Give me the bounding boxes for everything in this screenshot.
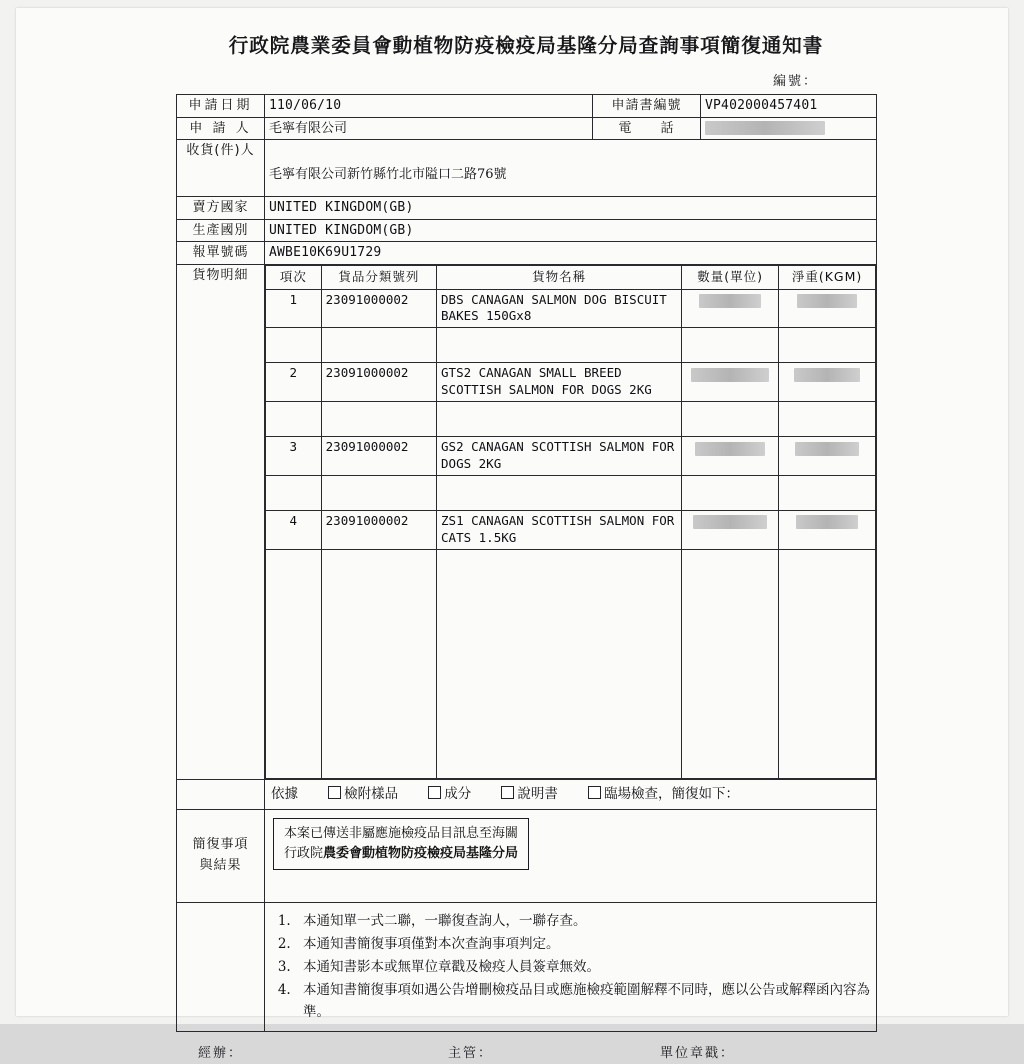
goods-code: 23091000002 <box>321 289 436 328</box>
spacer-cell <box>321 328 436 363</box>
spacer-cell <box>779 402 876 437</box>
checkbox-option-onsite[interactable] <box>588 786 739 802</box>
goods-seq: 4 <box>266 510 322 549</box>
production-country-label: 生產國別 <box>177 219 265 242</box>
goods-seq: 3 <box>266 437 322 476</box>
goods-qty <box>682 510 779 549</box>
spacer-cell <box>437 475 682 510</box>
spacer-cell <box>321 402 436 437</box>
checkbox-label: 成分 <box>444 785 472 802</box>
weight-redaction <box>796 515 858 529</box>
qty-redaction <box>695 442 765 456</box>
basis-empty-label <box>177 779 265 810</box>
row-notes <box>177 903 877 1032</box>
empty-cell <box>682 549 779 778</box>
spacer-cell <box>682 402 779 437</box>
empty-cell <box>779 549 876 778</box>
spacer-cell <box>437 328 682 363</box>
qty-redaction <box>691 368 769 382</box>
goods-weight <box>779 437 876 476</box>
document-sheet <box>16 8 1008 1062</box>
footer-supervisor: 主管： <box>448 1046 494 1062</box>
weight-redaction <box>797 294 857 308</box>
goods-weight <box>779 289 876 328</box>
empty-cell <box>437 549 682 778</box>
spacer-cell <box>266 402 322 437</box>
table-row-spacer <box>266 475 876 510</box>
footer-unit-stamp: 單位章戳： <box>660 1046 736 1062</box>
apply-no-label: 申請書編號 <box>593 95 701 118</box>
spacer-cell <box>266 475 322 510</box>
page-title: 行政院農業委員會動植物防疫檢疫局基隆分局查詢事項簡復通知書 <box>228 34 824 57</box>
spacer-cell <box>266 328 322 363</box>
stamp-line-2-bold: 農委會動植物防疫檢疫局基隆分局 <box>323 845 519 861</box>
checkbox-label: 說明書 <box>517 785 558 802</box>
goods-header-qty: 數量(單位) <box>682 265 779 289</box>
applicant-label: 申 請 人 <box>177 117 265 140</box>
basis-label: 依據 <box>271 785 298 802</box>
spacer-cell <box>437 402 682 437</box>
reply-stamp <box>273 818 529 870</box>
goods-qty <box>682 437 779 476</box>
goods-header-name: 貨物名稱 <box>437 265 682 289</box>
serial-number-label: 編號： <box>772 74 818 89</box>
goods-table-cell <box>265 264 877 779</box>
empty-cell <box>266 549 322 778</box>
serial-number-line <box>176 64 876 94</box>
goods-weight <box>779 510 876 549</box>
spacer-cell <box>779 475 876 510</box>
goods-detail-label: 貨物明細 <box>177 264 265 779</box>
checkbox-icon[interactable] <box>588 786 601 799</box>
table-row <box>266 289 876 328</box>
row-apply-date <box>177 95 877 118</box>
goods-name: GS2 CANAGAN SCOTTISH SALMON FOR DOGS 2KG <box>437 437 682 476</box>
row-applicant <box>177 117 877 140</box>
footer-signatures <box>176 1042 876 1064</box>
goods-header-weight: 淨重(KGM) <box>779 265 876 289</box>
seller-country-value: UNITED KINGDOM(GB) <box>265 197 877 220</box>
goods-name: DBS CANAGAN SALMON DOG BISCUIT BAKES 150Gx8 <box>437 289 682 328</box>
goods-name: ZS1 CANAGAN SCOTTISH SALMON FOR CATS 1.5KG <box>437 510 682 549</box>
checkbox-option-manual[interactable] <box>501 786 558 802</box>
checkbox-option-sample[interactable] <box>328 786 398 802</box>
footer-handler: 經辦： <box>198 1046 244 1062</box>
declaration-no-value: AWBE10K69U1729 <box>265 242 877 265</box>
checkbox-icon[interactable] <box>428 786 441 799</box>
stamp-line-1: 本案已傳送非屬應施檢疫品目訊息至海關 <box>284 826 519 842</box>
qty-redaction <box>693 515 767 529</box>
goods-seq: 1 <box>266 289 322 328</box>
notes-content <box>265 903 877 1032</box>
row-basis <box>177 779 877 810</box>
seller-country-label: 賣方國家 <box>177 197 265 220</box>
table-row-spacer <box>266 402 876 437</box>
notes-list <box>269 911 872 1023</box>
apply-no-value: VP402000457401 <box>701 95 877 118</box>
consignee-value: 毛寧有限公司新竹縣竹北市隘口二路76號 <box>265 140 877 197</box>
checkbox-icon[interactable] <box>328 786 341 799</box>
table-row <box>266 510 876 549</box>
apply-date-label: 申請日期 <box>177 95 265 118</box>
goods-header-code: 貨品分類號列 <box>321 265 436 289</box>
goods-name: GTS2 CANAGAN SMALL BREED SCOTTISH SALMON FOR DOGS 2KG <box>437 363 682 402</box>
apply-date-value: 110/06/10 <box>265 95 593 118</box>
notes-empty-label <box>177 903 265 1032</box>
checkbox-label: 檢附樣品 <box>344 785 399 802</box>
row-goods-detail <box>177 264 877 779</box>
reply-label-line1: 簡復事項 <box>192 837 249 853</box>
goods-seq: 2 <box>266 363 322 402</box>
spacer-cell <box>682 328 779 363</box>
form-table <box>176 94 877 1032</box>
empty-cell <box>321 549 436 778</box>
checkbox-icon[interactable] <box>501 786 514 799</box>
list-item: 4. 本通知書簡復事項如遇公告增刪檢疫品目或應施檢疫範圍解釋不同時，應以公告或解釋函內容為準。 <box>295 980 872 1024</box>
weight-redaction <box>795 442 859 456</box>
phone-redaction <box>705 121 825 135</box>
goods-code: 23091000002 <box>321 363 436 402</box>
goods-code: 23091000002 <box>321 437 436 476</box>
table-row <box>266 437 876 476</box>
phone-label: 電 話 <box>593 117 701 140</box>
reply-label <box>177 810 265 903</box>
spacer-cell <box>779 328 876 363</box>
list-item: 3. 本通知書影本或無單位章戳及檢疫人員簽章無效。 <box>295 957 872 979</box>
goods-weight <box>779 363 876 402</box>
row-declaration-no <box>177 242 877 265</box>
checkbox-label: 臨場檢查，簡復如下： <box>604 785 740 802</box>
basis-options <box>265 779 877 810</box>
goods-code: 23091000002 <box>321 510 436 549</box>
table-row <box>266 363 876 402</box>
table-row-spacer <box>266 328 876 363</box>
notification-form <box>176 30 876 1064</box>
spacer-cell <box>321 475 436 510</box>
row-consignee <box>177 140 877 197</box>
phone-value <box>701 117 877 140</box>
goods-header-row <box>266 265 876 289</box>
stamp-line-2 <box>284 844 518 864</box>
reply-label-line2: 與結果 <box>199 858 242 874</box>
qty-redaction <box>699 294 761 308</box>
consignee-label: 收貨(件)人 <box>177 140 265 197</box>
checkbox-option-ingredient[interactable] <box>428 786 471 802</box>
list-item: 1. 本通知單一式二聯，一聯復查詢人，一聯存查。 <box>295 911 872 933</box>
reply-content <box>265 810 877 903</box>
declaration-no-label: 報單號碼 <box>177 242 265 265</box>
goods-table <box>265 265 876 779</box>
weight-redaction <box>794 368 860 382</box>
stamp-line-2-prefix: 行政院 <box>284 845 324 861</box>
applicant-value: 毛寧有限公司 <box>265 117 593 140</box>
goods-qty <box>682 289 779 328</box>
spacer-cell <box>682 475 779 510</box>
goods-header-seq: 項次 <box>266 265 322 289</box>
goods-qty <box>682 363 779 402</box>
list-item: 2. 本通知書簡復事項僅對本次查詢事項判定。 <box>295 934 872 956</box>
row-production-country <box>177 219 877 242</box>
table-row-empty <box>266 549 876 778</box>
production-country-value: UNITED KINGDOM(GB) <box>265 219 877 242</box>
row-seller-country <box>177 197 877 220</box>
row-reply <box>177 810 877 903</box>
